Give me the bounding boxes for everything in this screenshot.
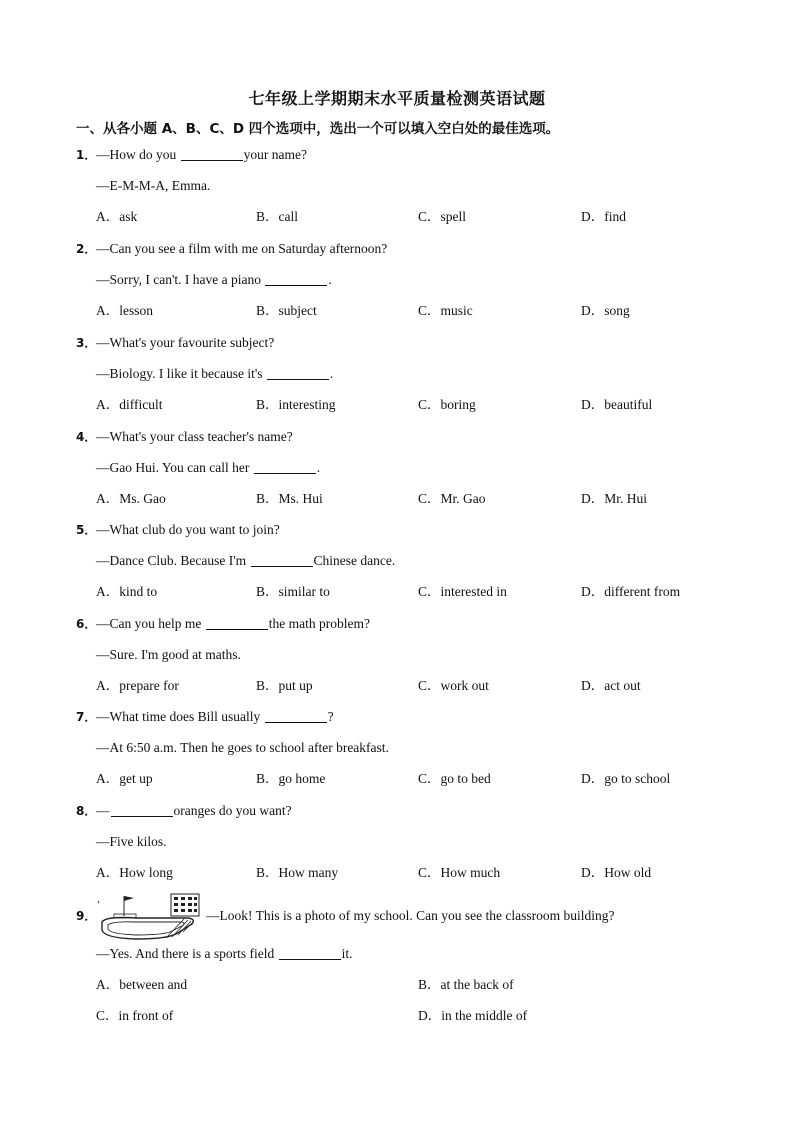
- question-4: [76, 421, 736, 514]
- answer-line: [76, 545, 736, 576]
- option-d[interactable]: D．How old: [581, 865, 652, 880]
- question-text: —What time does Bill usually: [96, 709, 264, 724]
- option-a[interactable]: A．ask: [96, 209, 138, 224]
- options-row: [76, 295, 736, 326]
- option-a[interactable]: A．difficult: [96, 397, 163, 412]
- question-line: [76, 795, 736, 826]
- option-b[interactable]: B．similar to: [256, 584, 330, 599]
- option-b[interactable]: B．at the back of: [418, 977, 514, 992]
- question-2: [76, 233, 736, 326]
- answer-line: [76, 170, 736, 201]
- option-c[interactable]: C．go to bed: [418, 771, 491, 786]
- question-number: 4．: [76, 430, 97, 444]
- answer-text-after: .: [316, 460, 321, 475]
- answer-line: [76, 639, 736, 670]
- question-7: [76, 701, 736, 794]
- answer-blank[interactable]: [111, 802, 173, 817]
- question-text-after: ?: [327, 709, 334, 724]
- question-9: [76, 890, 736, 1031]
- question-8: [76, 795, 736, 888]
- options-row: [76, 670, 736, 701]
- options-row: [76, 763, 736, 794]
- option-a[interactable]: A．get up: [96, 771, 153, 786]
- answer-blank[interactable]: [265, 708, 327, 723]
- question-text: —Look! This is a photo of my school. Can you see the classroom building?: [206, 908, 615, 923]
- question-line: [76, 890, 736, 942]
- answer-text: —E-M-M-A, Emma.: [96, 178, 211, 193]
- option-c[interactable]: C．boring: [418, 397, 476, 412]
- question-text: —Can you see a film with me on Saturday afternoon?: [96, 241, 388, 256]
- question-1: [76, 139, 736, 232]
- answer-text: —Dance Club. Because I'm: [96, 553, 250, 568]
- option-d[interactable]: D．act out: [581, 678, 641, 693]
- question-text-after: your name?: [243, 147, 307, 162]
- question-text: —: [96, 803, 110, 818]
- answer-blank[interactable]: [206, 615, 268, 630]
- question-number: 6．: [76, 617, 97, 631]
- option-c[interactable]: C．How much: [418, 865, 501, 880]
- option-b[interactable]: B．Ms. Hui: [256, 491, 323, 506]
- option-d[interactable]: D．in the middle of: [418, 1008, 528, 1023]
- question-6: [76, 608, 736, 701]
- option-c[interactable]: C．work out: [418, 678, 489, 693]
- answer-blank[interactable]: [279, 945, 341, 960]
- option-d[interactable]: D．different from: [581, 584, 681, 599]
- option-c[interactable]: C．interested in: [418, 584, 507, 599]
- question-number: 7．: [76, 710, 97, 724]
- question-number: 2．: [76, 242, 97, 256]
- option-d[interactable]: D．go to school: [581, 771, 671, 786]
- question-text: —How do you: [96, 147, 180, 162]
- question-line: [76, 421, 736, 452]
- option-a[interactable]: A．prepare for: [96, 678, 179, 693]
- question-3: [76, 327, 736, 420]
- option-d[interactable]: D．Mr. Hui: [581, 491, 648, 506]
- options-row: [76, 857, 736, 888]
- option-b[interactable]: B．go home: [256, 771, 326, 786]
- option-c[interactable]: C．Mr. Gao: [418, 491, 486, 506]
- question-text: —What's your favourite subject?: [96, 335, 275, 350]
- answer-text-after: Chinese dance.: [313, 553, 396, 568]
- option-a[interactable]: A．between and: [96, 977, 188, 992]
- question-line: [76, 701, 736, 732]
- question-number: 3．: [76, 336, 97, 350]
- answer-text-after: .: [329, 366, 334, 381]
- answer-text: —Five kilos.: [96, 834, 167, 849]
- question-line: [76, 327, 736, 358]
- question-text-after: oranges do you want?: [173, 803, 292, 818]
- option-a[interactable]: A．How long: [96, 865, 173, 880]
- answer-blank[interactable]: [267, 365, 329, 380]
- question-text: —What club do you want to join?: [96, 522, 280, 537]
- answer-text-after: it.: [341, 946, 353, 961]
- answer-text: —At 6:50 a.m. Then he goes to school after breakfast.: [96, 740, 389, 755]
- answer-blank[interactable]: [265, 271, 327, 286]
- answer-line: [76, 264, 736, 295]
- answer-text-after: .: [328, 272, 332, 287]
- question-text: —What's your class teacher's name?: [96, 429, 293, 444]
- answer-text: —Yes. And there is a sports field: [96, 946, 278, 961]
- answer-line: [76, 826, 736, 857]
- question-number: 5．: [76, 523, 97, 537]
- option-b[interactable]: B．put up: [256, 678, 313, 693]
- question-line: [76, 608, 736, 639]
- question-5: [76, 514, 736, 607]
- answer-blank[interactable]: [181, 146, 243, 161]
- options-row: [76, 389, 736, 420]
- options-row: [76, 576, 736, 607]
- answer-text: —Gao Hui. You can call her: [96, 460, 253, 475]
- answer-line: [76, 938, 736, 969]
- question-line: [76, 233, 736, 264]
- options-row: [76, 483, 736, 514]
- question-line: [76, 139, 736, 170]
- answer-blank[interactable]: [251, 552, 313, 567]
- options-row: [76, 969, 736, 1000]
- option-d[interactable]: D．find: [581, 209, 626, 224]
- options-row: [76, 1000, 736, 1031]
- option-c[interactable]: C．spell: [418, 209, 467, 224]
- question-number: 8．: [76, 804, 97, 818]
- option-d[interactable]: D．song: [581, 303, 630, 318]
- option-b[interactable]: B．call: [256, 209, 298, 224]
- answer-text: —Biology. I like it because it's: [96, 366, 266, 381]
- option-a[interactable]: A．kind to: [96, 584, 158, 599]
- option-a[interactable]: A．lesson: [96, 303, 153, 318]
- answer-text: —Sure. I'm good at maths.: [96, 647, 241, 662]
- answer-blank[interactable]: [254, 459, 316, 474]
- option-a[interactable]: A．Ms. Gao: [96, 491, 166, 506]
- option-b[interactable]: B．How many: [256, 865, 339, 880]
- question-number: 9．: [76, 909, 97, 923]
- option-b[interactable]: B．subject: [256, 303, 317, 318]
- option-b[interactable]: B．interesting: [256, 397, 336, 412]
- answer-line: [76, 358, 736, 389]
- page-title: 七年级上学期期末水平质量检测英语试题: [248, 89, 546, 108]
- school-illustration-image: [96, 892, 204, 942]
- question-text: —Can you help me: [96, 616, 205, 631]
- answer-line: [76, 732, 736, 763]
- answer-line: [76, 452, 736, 483]
- question-number: 1．: [76, 148, 97, 162]
- question-line: [76, 514, 736, 545]
- answer-text: —Sorry, I can't. I have a piano: [96, 272, 265, 287]
- section-heading: 一、从各小题 A、B、C、D 四个选项中，选出一个可以填入空白处的最佳选项。: [76, 121, 560, 137]
- question-text-after: the math problem?: [268, 616, 370, 631]
- option-d[interactable]: D．beautiful: [581, 397, 653, 412]
- options-row: [76, 201, 736, 232]
- option-c[interactable]: C．in front of: [96, 1008, 174, 1023]
- option-c[interactable]: C．music: [418, 303, 473, 318]
